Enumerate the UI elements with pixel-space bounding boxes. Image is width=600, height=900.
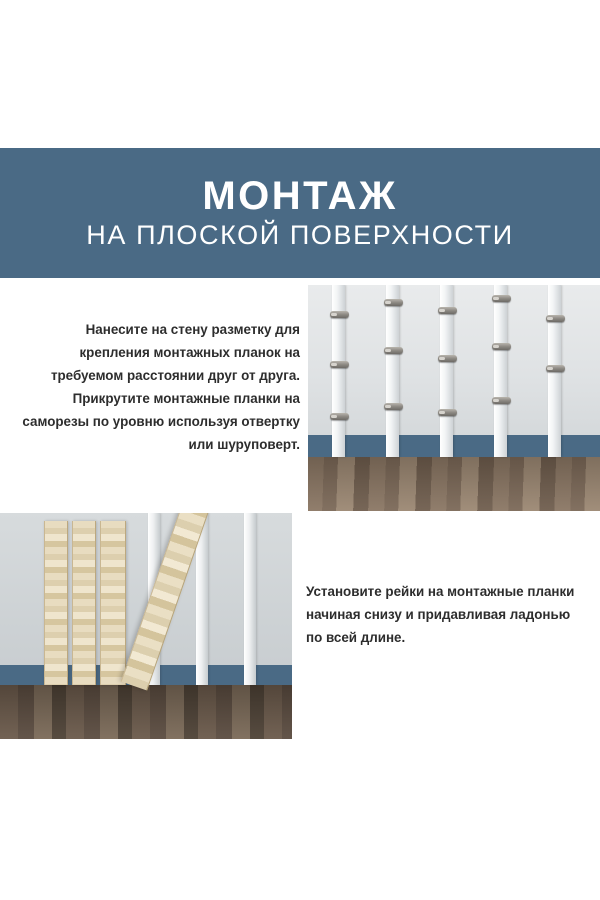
screw-icon (438, 409, 457, 416)
step-2-photo (0, 513, 292, 739)
screw-icon (384, 299, 403, 306)
screw-icon (384, 403, 403, 410)
screw-icon (330, 413, 349, 420)
screw-icon (546, 365, 565, 372)
wooden-floor (0, 685, 292, 739)
wooden-slat (44, 521, 68, 685)
page-subtitle: НА ПЛОСКОЙ ПОВЕРХНОСТИ (86, 220, 514, 251)
header-banner (0, 148, 600, 278)
screw-icon (330, 361, 349, 368)
mounting-rail (386, 285, 399, 457)
step-1-photo (308, 285, 600, 511)
screw-icon (330, 311, 349, 318)
screw-icon (492, 343, 511, 350)
screw-icon (492, 397, 511, 404)
wooden-slat (100, 521, 126, 685)
wooden-slat (72, 521, 96, 685)
screw-icon (438, 307, 457, 314)
wooden-floor (308, 457, 600, 511)
screw-icon (492, 295, 511, 302)
mounting-rail (244, 513, 256, 685)
screw-icon (384, 347, 403, 354)
screw-icon (438, 355, 457, 362)
screw-icon (546, 315, 565, 322)
page-title: МОНТАЖ (202, 174, 398, 219)
step-2-instruction-text: Установите рейки на монтажные планки начиная снизу и придавливая ладонью по всей длине. (306, 584, 575, 646)
mounting-rail (494, 285, 507, 457)
step-1-instruction-text: Нанесите на стену разметку для крепления монтажных планок на требуемом расстоянии друг от друга. Прикрутите монтажные планки на саморезы по уровню используя отвертку или шуруповерт. (22, 322, 300, 453)
